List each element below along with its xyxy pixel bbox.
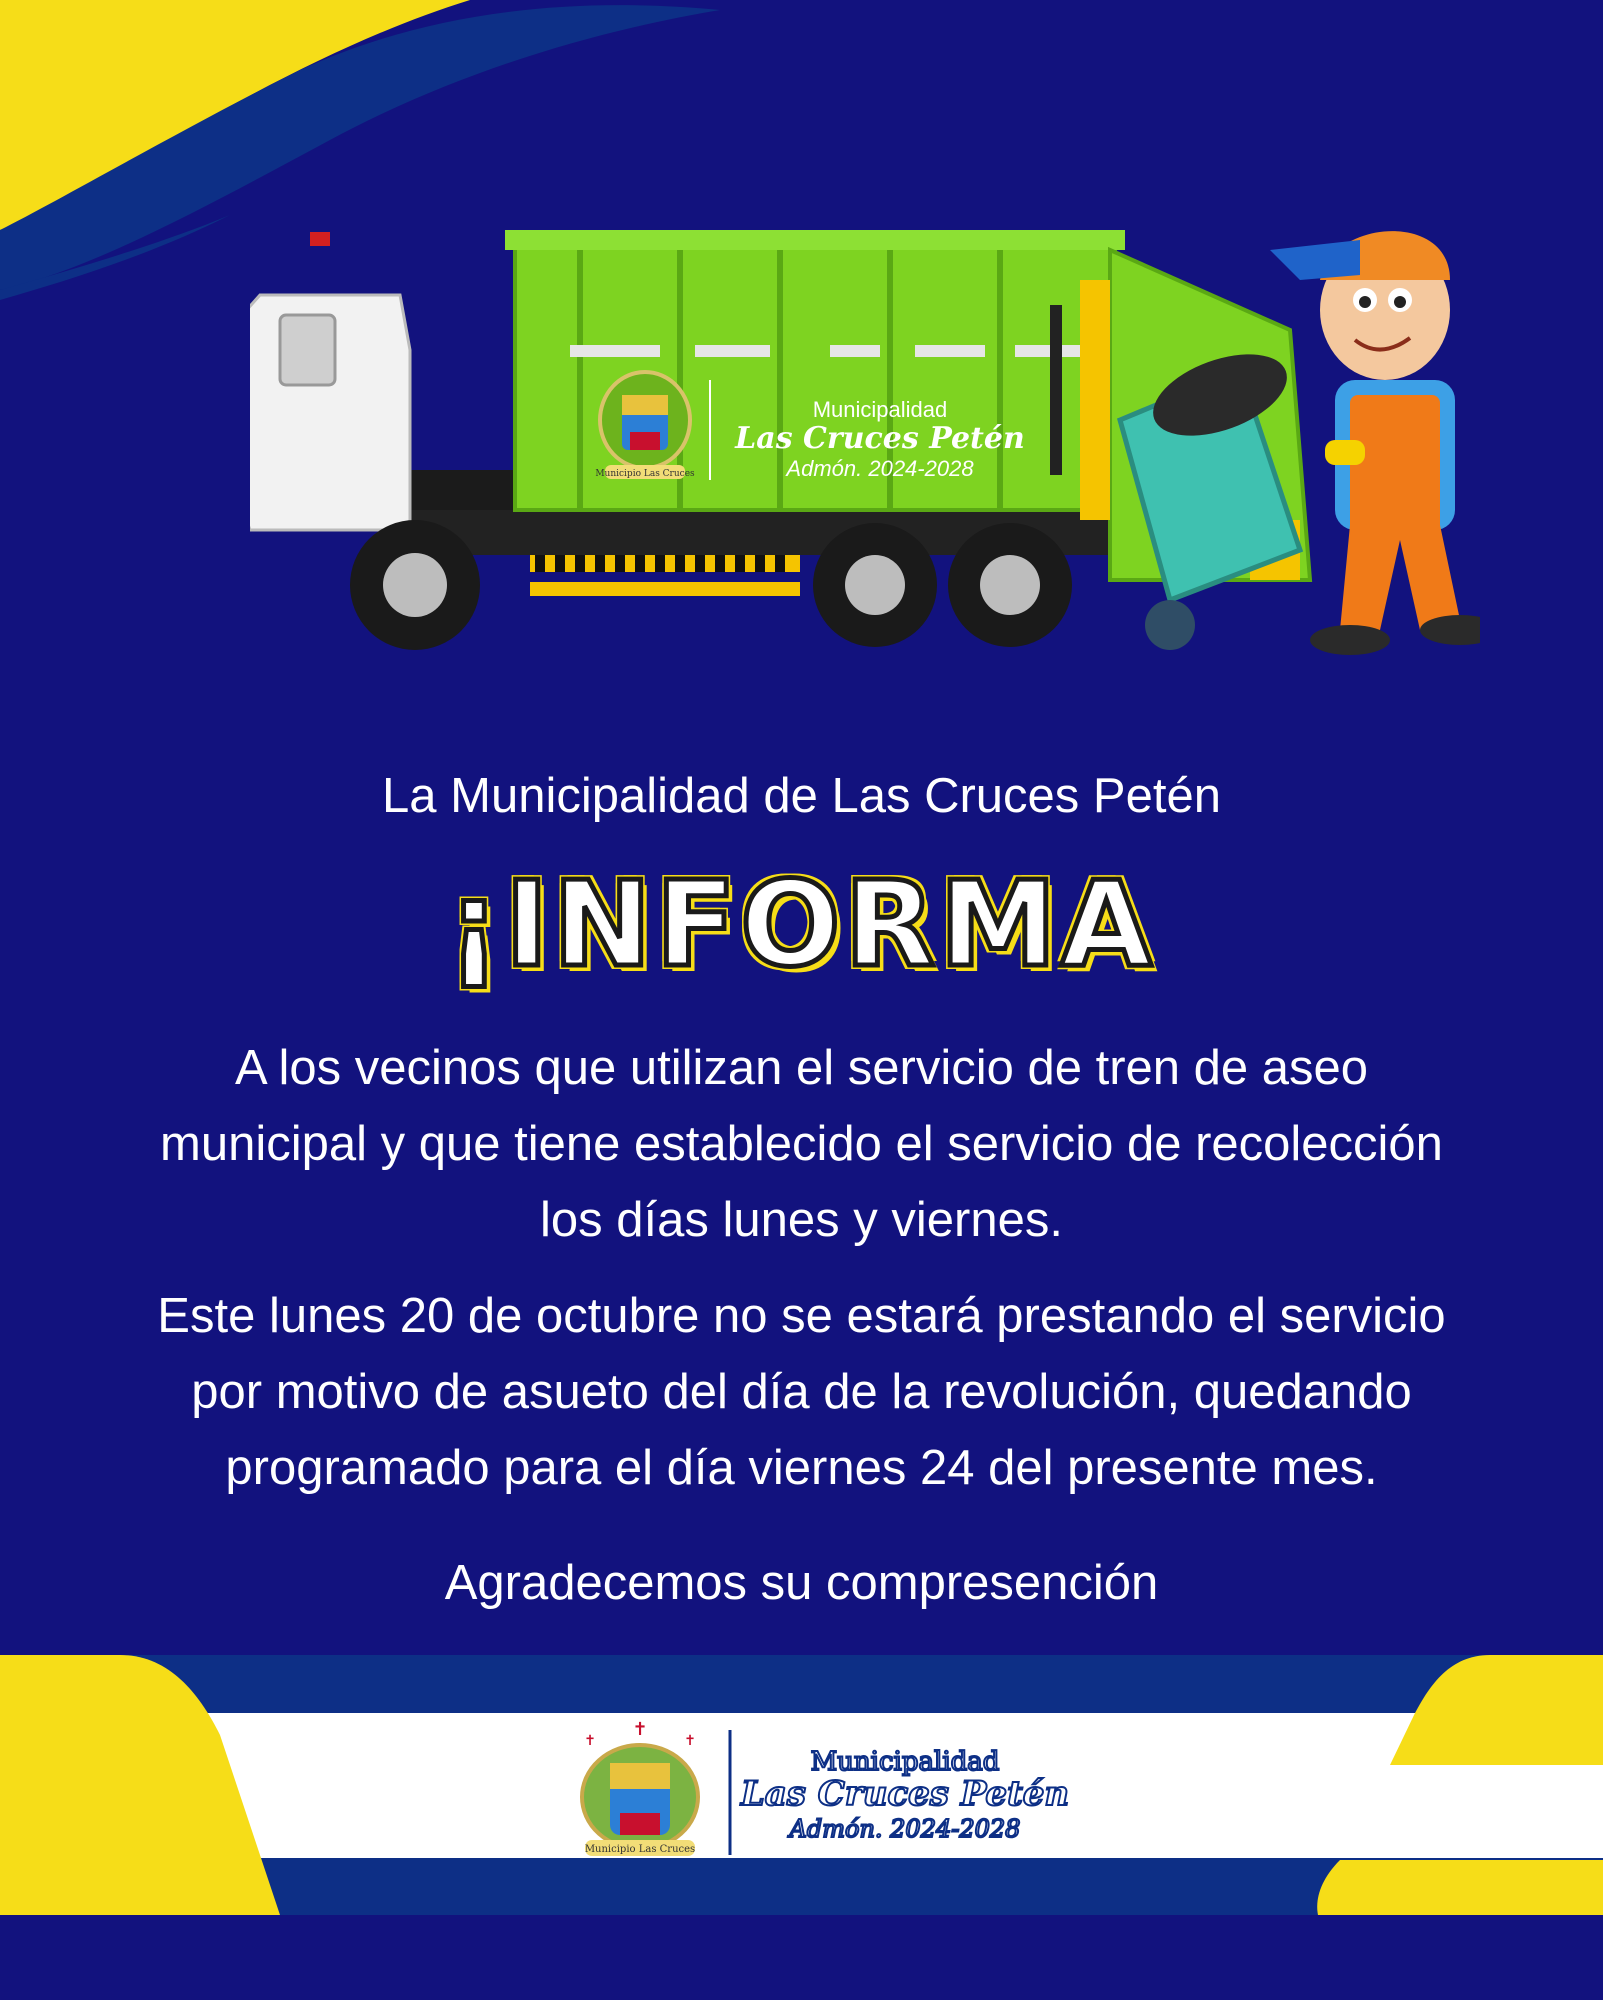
thanks-message: Agradecemos su compresención	[444, 1556, 1159, 1610]
truck-cab	[250, 232, 410, 530]
footer-brand-line2: Las Cruces Petén	[740, 1774, 1070, 1814]
container-logo-line3: Admón. 2024-2028	[786, 456, 974, 481]
container-logo-line2: Las Cruces Petén	[735, 421, 1025, 456]
hazard-stripes-chassis	[530, 550, 800, 596]
garbage-truck-illustration	[250, 220, 1480, 680]
notice-paragraph-1	[0, 1030, 1603, 1258]
container-logo-caption: Municipio Las Cruces	[595, 469, 695, 479]
footer-brand-line3: Admón. 2024-2028	[789, 1815, 1021, 1843]
footer-brand-line1: Municipalidad	[810, 1747, 1000, 1777]
headline: La Municipalidad de Las Cruces Petén	[382, 769, 1221, 823]
informa-title: ¡INFORMA	[446, 855, 1156, 993]
footer-band	[0, 1655, 1603, 2000]
svg-text:✝: ✝	[684, 1732, 696, 1748]
footer-crest-caption: Municipio Las Cruces	[584, 1844, 696, 1855]
notice-paragraph-2-line: programado para el día viernes 24 del presente mes.	[225, 1441, 1378, 1495]
worker-character	[1270, 231, 1480, 655]
svg-text:✝: ✝	[632, 1719, 648, 1739]
notice-paragraph-2-line: Este lunes 20 de octubre no se estará prestando el servicio	[157, 1289, 1446, 1343]
container-logo-line1: Municipalidad	[812, 397, 948, 422]
notice-paragraph-2-line: por motivo de asueto del día de la revolución, quedando	[191, 1365, 1412, 1419]
notice-paragraph-1-line: municipal y que tiene establecido el servicio de recolección	[160, 1117, 1443, 1171]
notice-paragraph-1-line: los días lunes y viernes.	[540, 1193, 1063, 1247]
notice-paragraph-2	[0, 1278, 1603, 1506]
svg-text:✝: ✝	[584, 1732, 596, 1748]
notice-paragraph-1-line: A los vecinos que utilizan el servicio de tren de aseo	[234, 1041, 1369, 1095]
